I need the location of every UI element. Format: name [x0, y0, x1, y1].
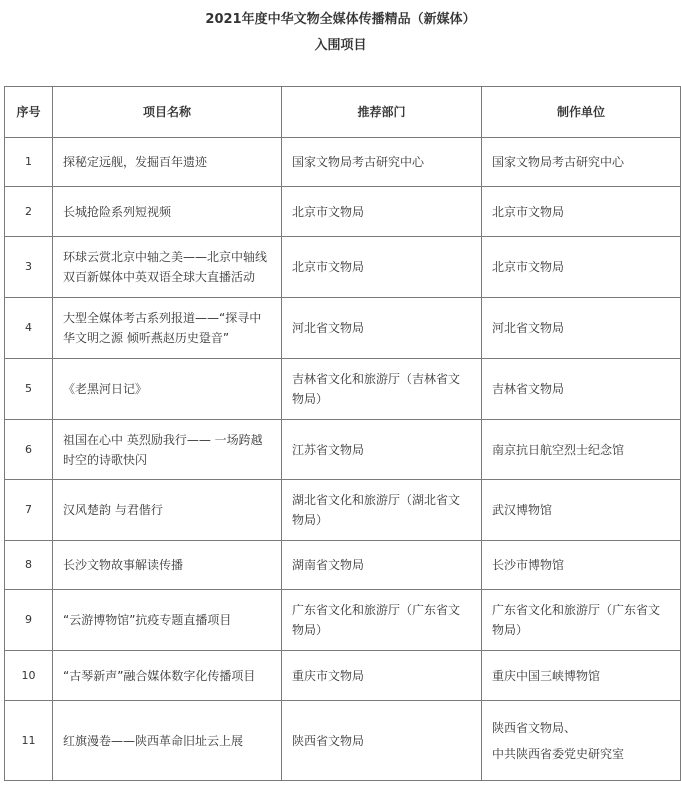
row-no: 8 [5, 541, 53, 590]
row-dept: 湖北省文化和旅游厅（湖北省文物局） [282, 480, 482, 541]
row-unit: 南京抗日航空烈士纪念馆 [482, 420, 681, 480]
row-name: 汉风楚韵 与君偕行 [53, 480, 282, 541]
row-dept: 吉林省文化和旅游厅（吉林省文物局） [282, 359, 482, 420]
row-no: 11 [5, 701, 53, 781]
row-no: 1 [5, 138, 53, 187]
row-unit: 武汉博物馆 [482, 480, 681, 541]
row-no: 6 [5, 420, 53, 480]
table-row [5, 187, 681, 237]
row-name: 环球云赏北京中轴之美——北京中轴线双百新媒体中英双语全球大直播活动 [53, 237, 282, 298]
table-row [5, 701, 681, 781]
table-row [5, 590, 681, 651]
table-row [5, 480, 681, 541]
table-row [5, 420, 681, 480]
row-unit: 国家文物局考古研究中心 [482, 138, 681, 187]
row-dept: 江苏省文物局 [282, 420, 482, 480]
row-no: 7 [5, 480, 53, 541]
row-no: 2 [5, 187, 53, 237]
row-unit: 河北省文物局 [482, 298, 681, 359]
row-unit [482, 701, 681, 781]
row-no: 3 [5, 237, 53, 298]
row-dept: 国家文物局考古研究中心 [282, 138, 482, 187]
row-name: 红旗漫卷——陕西革命旧址云上展 [53, 701, 282, 781]
table-row [5, 651, 681, 701]
row-dept: 重庆市文物局 [282, 651, 482, 701]
row-no: 5 [5, 359, 53, 420]
table-row [5, 237, 681, 298]
row-name: 大型全媒体考古系列报道——“探寻中华文明之源 倾听燕赵历史跫音” [53, 298, 282, 359]
row-unit-line: 陕西省文物局、 [492, 720, 577, 735]
header-no: 序号 [5, 87, 53, 138]
row-dept: 北京市文物局 [282, 187, 482, 237]
row-name: 长城抢险系列短视频 [53, 187, 282, 237]
page-subtitle: 入围项目 [314, 38, 367, 53]
row-name: 《老黑河日记》 [53, 359, 282, 420]
row-no: 9 [5, 590, 53, 651]
row-name: 探秘定远舰，发掘百年遗迹 [53, 138, 282, 187]
table-row [5, 359, 681, 420]
row-unit: 吉林省文物局 [482, 359, 681, 420]
project-table [4, 86, 681, 781]
table-row [5, 298, 681, 359]
row-dept: 湖南省文物局 [282, 541, 482, 590]
row-no: 10 [5, 651, 53, 701]
row-dept: 北京市文物局 [282, 237, 482, 298]
row-name: 长沙文物故事解读传播 [53, 541, 282, 590]
row-no: 4 [5, 298, 53, 359]
header-dept: 推荐部门 [282, 87, 482, 138]
row-unit-line: 中共陕西省委党史研究室 [492, 746, 625, 761]
row-unit: 北京市文物局 [482, 187, 681, 237]
table-row [5, 138, 681, 187]
table-row [5, 541, 681, 590]
row-name: “古琴新声”融合媒体数字化传播项目 [53, 651, 282, 701]
row-unit: 长沙市博物馆 [482, 541, 681, 590]
row-dept: 河北省文物局 [282, 298, 482, 359]
header-name: 项目名称 [53, 87, 282, 138]
row-dept: 陕西省文物局 [282, 701, 482, 781]
row-dept: 广东省文化和旅游厅（广东省文物局） [282, 590, 482, 651]
row-name: 祖国在心中 英烈励我行—— 一场跨越时空的诗歌快闪 [53, 420, 282, 480]
row-unit: 北京市文物局 [482, 237, 681, 298]
row-unit: 广东省文化和旅游厅（广东省文物局） [482, 590, 681, 651]
table-header-row [5, 87, 681, 138]
header-unit: 制作单位 [482, 87, 681, 138]
page-title: 2021年度中华文物全媒体传播精品（新媒体） [205, 12, 476, 27]
row-name: “云游博物馆”抗疫专题直播项目 [53, 590, 282, 651]
row-unit: 重庆中国三峡博物馆 [482, 651, 681, 701]
